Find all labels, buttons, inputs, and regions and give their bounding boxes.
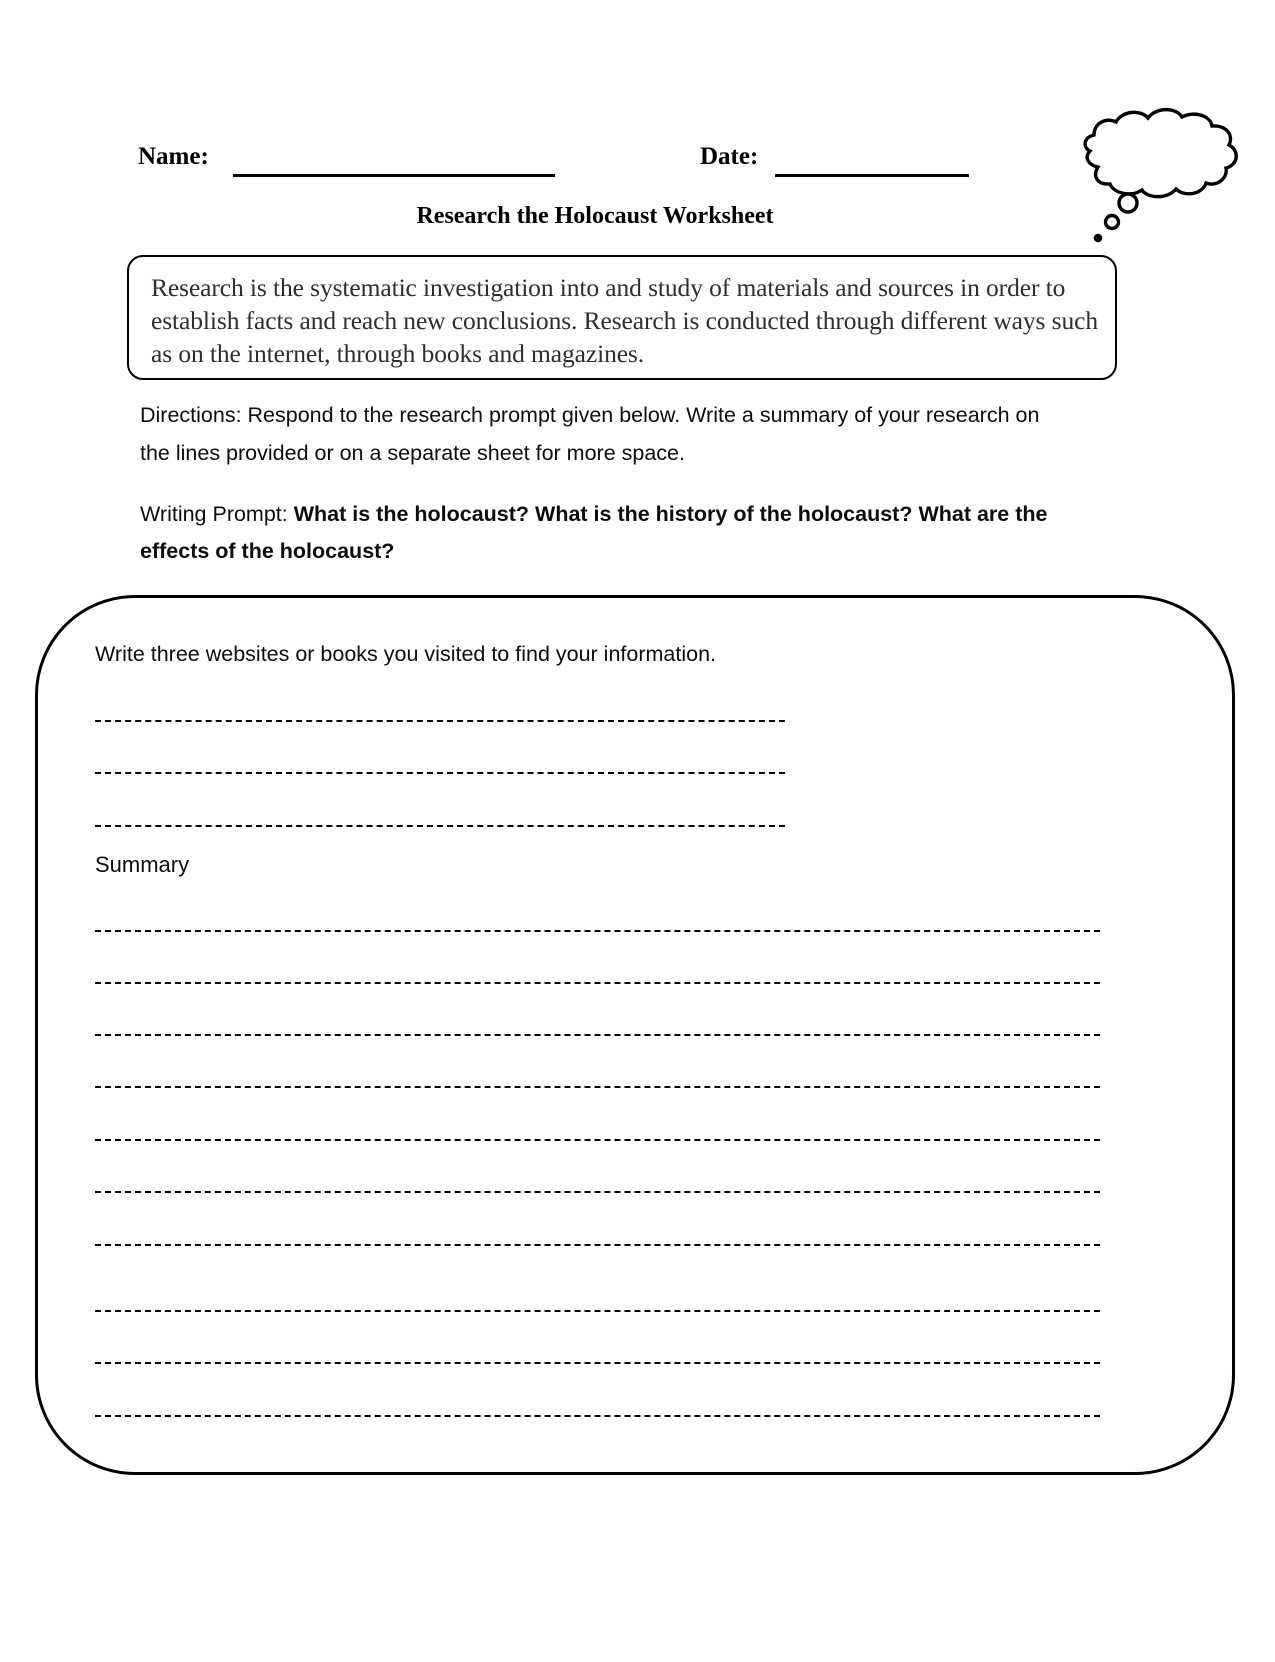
websites-instruction: Write three websites or books you visited to find your information. <box>95 642 717 666</box>
definition-box <box>127 255 1117 380</box>
summary-line-2[interactable] <box>95 982 1100 984</box>
name-label: Name: <box>138 143 209 170</box>
writing-prompt <box>140 496 1050 570</box>
name-input-line[interactable] <box>233 174 555 177</box>
summary-line-4[interactable] <box>95 1086 1100 1088</box>
summary-line-9[interactable] <box>95 1362 1100 1364</box>
summary-label: Summary <box>95 852 190 877</box>
header-row <box>138 143 998 183</box>
writing-prompt-question: What is the holocaust? What is the history of the holocaust? What are the effects of the holocaust? <box>140 502 1048 563</box>
website-line-1[interactable] <box>95 720 785 722</box>
summary-line-10[interactable] <box>95 1415 1100 1417</box>
summary-line-5[interactable] <box>95 1139 1100 1141</box>
summary-line-8[interactable] <box>95 1310 1100 1312</box>
date-input-line[interactable] <box>775 174 969 177</box>
website-line-2[interactable] <box>95 772 785 774</box>
writing-prompt-label: Writing Prompt: <box>140 502 294 526</box>
summary-line-1[interactable] <box>95 930 1100 932</box>
date-label: Date: <box>700 143 759 170</box>
website-line-3[interactable] <box>95 825 785 827</box>
directions-text: Directions: Respond to the research prompt given below. Write a summary of your research on the lines provided or on a separate sheet for more space. <box>140 403 1040 465</box>
summary-line-7[interactable] <box>95 1244 1100 1246</box>
page-title: Research the Holocaust Worksheet <box>416 203 774 229</box>
summary-line-3[interactable] <box>95 1034 1100 1036</box>
summary-line-6[interactable] <box>95 1191 1100 1193</box>
definition-text: Research is the systematic investigation into and study of materials and sources in order to establish facts and reach new conclusions. Research is conducted through different ways such as on the internet, through books and magazines. <box>151 273 1098 368</box>
